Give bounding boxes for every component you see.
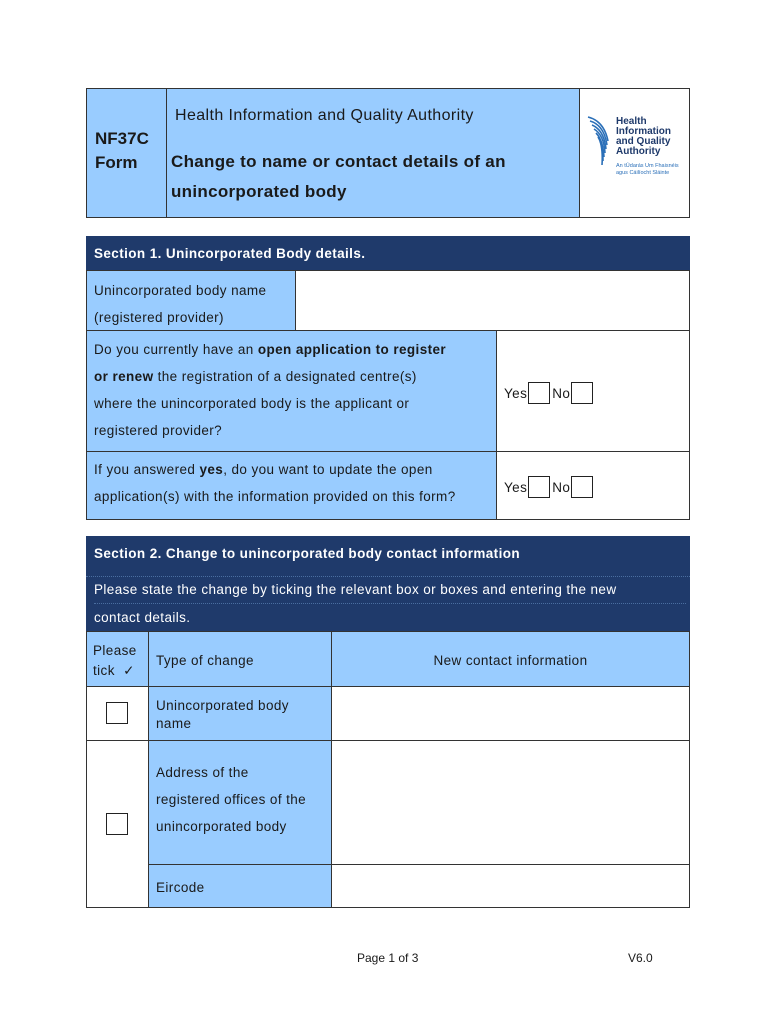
logo-irish-2: agus Cáilíocht Sláinte	[616, 170, 670, 176]
body-name-label-2: (registered provider)	[94, 310, 224, 325]
section2-instruction	[94, 576, 686, 631]
body-name-label-cell	[86, 270, 296, 331]
section2-header	[86, 536, 690, 632]
logo-text-2: Information	[616, 126, 671, 137]
row-address-checkbox[interactable]	[106, 813, 128, 835]
body-name-label-1: Unincorporated body name	[94, 283, 267, 298]
form-title	[171, 147, 506, 207]
logo-text-3: and Quality	[616, 136, 671, 147]
col-tick-line1: Please	[93, 643, 137, 658]
row-address-type-1: Address of the	[156, 765, 249, 780]
form-label: Form	[95, 153, 138, 172]
row-name-input[interactable]	[331, 686, 690, 741]
hiqa-logo	[586, 115, 686, 185]
row-address-tick-cell	[86, 740, 149, 908]
row-address-type-3: unincorporated body	[156, 819, 287, 834]
q1-line2: or renew the registration of a designated centre(s)	[94, 369, 417, 384]
row-name-type-cell	[148, 686, 332, 741]
form-code-cell	[86, 88, 167, 218]
row-eircode-input[interactable]	[331, 864, 690, 908]
q2-line1: If you answered yes, do you want to update the open	[94, 462, 433, 477]
section2-heading: Section 2. Change to unincorporated body contact information	[86, 536, 690, 577]
logo-text-1: Health	[616, 116, 647, 127]
col-type-header: Type of change	[148, 631, 332, 687]
row-address-input[interactable]	[331, 740, 690, 865]
q2-line2: application(s) with the information provided on this form?	[94, 489, 456, 504]
hiqa-logo-mark-icon	[586, 115, 616, 167]
body-name-input[interactable]	[295, 270, 690, 331]
q2-yes-label: Yes	[504, 479, 528, 495]
section2-instruction-1: Please state the change by ticking the relevant box or boxes and entering the new	[94, 576, 686, 604]
row-name-type-1: Unincorporated body	[156, 698, 289, 713]
q2-no-label: No	[552, 479, 571, 495]
q1-no-label: No	[552, 385, 571, 401]
row-address-type-cell	[148, 740, 332, 865]
q1-cell	[86, 330, 497, 452]
authority-name: Health Information and Quality Authority	[175, 107, 474, 124]
q1-no-checkbox[interactable]	[571, 382, 593, 404]
logo-cell	[579, 88, 690, 218]
q1-line1: Do you currently have an open application to register	[94, 342, 447, 357]
q1-yes-label: Yes	[504, 385, 528, 401]
form-title-line1: Change to name or contact details of an	[171, 152, 506, 171]
version: V6.0	[628, 951, 653, 965]
q1-yes-checkbox[interactable]	[528, 382, 550, 404]
row-name-tick-cell	[86, 686, 149, 741]
row-address-type-2: registered offices of the	[156, 792, 307, 807]
page-number: Page 1 of 3	[357, 951, 419, 965]
q1-answer-cell	[496, 330, 690, 452]
q1-line3: where the unincorporated body is the applicant or	[94, 396, 410, 411]
col-tick-line2: tick ✓	[93, 663, 135, 678]
q2-cell	[86, 451, 497, 520]
form-title-line2: unincorporated body	[171, 182, 347, 201]
logo-text-4: Authority	[616, 146, 661, 157]
tick-icon: ✓	[123, 663, 135, 678]
q2-answer-cell	[496, 451, 690, 520]
row-name-type-2: name	[156, 716, 192, 731]
q1-line4: registered provider?	[94, 423, 223, 438]
row-eircode-type-cell: Eircode	[148, 864, 332, 908]
col-tick-header	[86, 631, 149, 687]
form-title-cell	[166, 88, 580, 218]
q2-yes-checkbox[interactable]	[528, 476, 550, 498]
logo-irish-1: An tÚdarás Um Fhaisnéis	[616, 163, 679, 169]
section2-instruction-2: contact details.	[94, 610, 191, 625]
q2-no-checkbox[interactable]	[571, 476, 593, 498]
form-code: NF37C	[95, 129, 149, 148]
col-info-header: New contact information	[331, 631, 690, 687]
section1-heading: Section 1. Unincorporated Body details.	[86, 236, 690, 271]
row-name-checkbox[interactable]	[106, 702, 128, 724]
